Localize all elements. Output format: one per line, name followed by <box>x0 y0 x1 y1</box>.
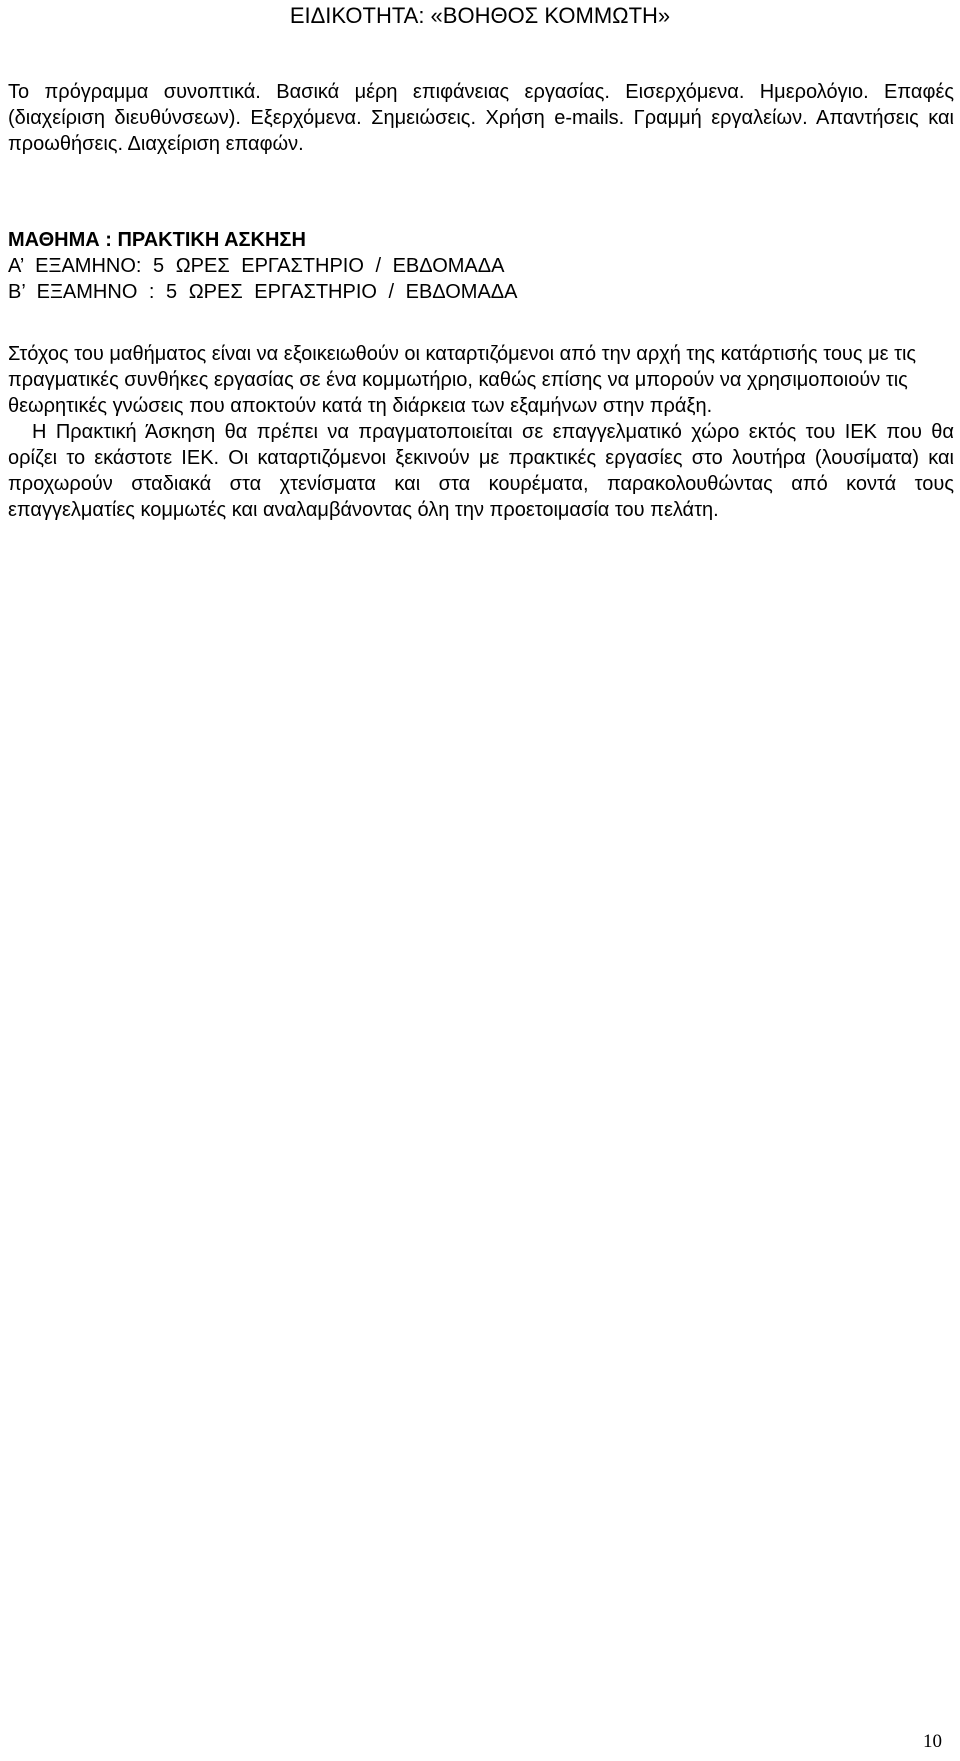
semester-b-hours: Β’ ΕΞΑΜΗΝΟ : 5 ΩΡΕΣ ΕΡΓΑΣΤΗΡΙΟ / ΕΒΔΟΜΑΔΑ <box>8 281 518 303</box>
lesson-goal-section <box>8 341 954 523</box>
practice-paragraph: Η Πρακτική Άσκηση θα πρέπει να πραγματοποιείται σε επαγγελματικό χώρο εκτός του ΙΕΚ που θα ορίζει το εκάστοτε ΙΕΚ. Οι καταρτιζόμενοι ξεκινούν με πρακτικές εργασίες στο λουτήρα (λουσίματα) και προχωρούν σταδιακά στα χτενίσματα και στα κουρέματα, παρακολουθώντας από κοντά τους επαγγελματίες κομμωτές και αναλαμβάνοντας όλη την προετοιμασία του πελάτη. <box>8 421 954 521</box>
lesson-info <box>8 227 954 305</box>
intro-paragraph: Το πρόγραμμα συνοπτικά. Βασικά μέρη επιφάνειας εργασίας. Εισερχόμενα. Ημερολόγιο. Επαφές (διαχείριση διευθύνσεων). Εξερχόμενα. Σημειώσεις. Χρήση e-mails. Γραμμή εργαλείων. Απαντήσεις και προωθήσεις. Διαχείριση επαφών. <box>8 81 954 155</box>
semester-a-hours: Α’ ΕΞΑΜΗΝΟ: 5 ΩΡΕΣ ΕΡΓΑΣΤΗΡΙΟ / ΕΒΔΟΜΑΔΑ <box>8 255 505 277</box>
lesson-title: ΜΑΘΗΜΑ : ΠΡΑΚΤΙΚΗ ΑΣΚΗΣΗ <box>8 229 306 251</box>
goal-paragraph: Στόχος του μαθήματος είναι να εξοικειωθούν οι καταρτιζόμενοι από την αρχή της κατάρτισής τους με τις πραγματικές συνθήκες εργασίας σε ένα κομμωτήριο, καθώς επίσης να μπορούν να χρησιμοποιούν τις θεωρητικές γνώσεις που αποκτούν κατά τη διάρκεια των εξαμήνων στην πράξη. <box>8 343 917 417</box>
page-header-title: ΕΙΔΙΚΟΤΗΤΑ: «ΒΟΗΘΟΣ ΚΟΜΜΩΤΗ» <box>289 3 671 28</box>
page-number: 10 <box>923 1731 942 1752</box>
